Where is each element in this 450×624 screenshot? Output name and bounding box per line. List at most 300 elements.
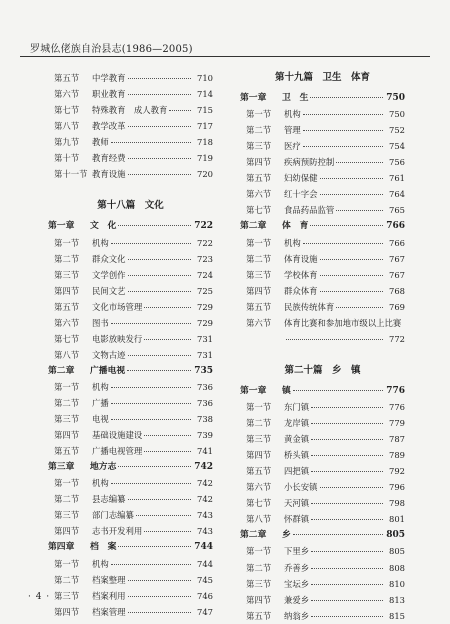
chapter-number: 第三章 <box>48 462 75 473</box>
page-ref: 729 <box>197 301 213 312</box>
page-ref: 739 <box>197 430 213 441</box>
section-number: 第七节 <box>54 333 80 344</box>
section-number: 第四节 <box>54 526 80 537</box>
section-number: 第二节 <box>54 253 80 264</box>
dot-leader <box>310 224 383 226</box>
section-title: 民间文艺 <box>92 285 126 296</box>
section-title: 疾病预防控制 <box>284 157 335 168</box>
page-ref: 735 <box>194 365 213 376</box>
toc-section-entry[interactable] <box>48 70 213 86</box>
dot-leader <box>293 533 383 535</box>
dot-leader <box>127 369 191 371</box>
page-ref: 789 <box>389 450 405 461</box>
page-ref: 752 <box>389 125 405 136</box>
dot-leader <box>336 306 383 308</box>
toc-section-entry[interactable] <box>240 186 405 202</box>
page-ref: 796 <box>389 482 405 493</box>
part-title: 第十九篇 卫生 体育 <box>274 72 370 83</box>
section-title: 特殊教育 成人教育 <box>92 105 168 116</box>
dot-leader <box>311 615 383 617</box>
section-number: 第四节 <box>246 285 272 296</box>
page-ref: 714 <box>197 89 213 100</box>
page-ref: 710 <box>197 73 213 83</box>
toc-section-entry[interactable] <box>240 479 405 495</box>
toc-section-entry[interactable] <box>48 443 213 459</box>
page-number: · 4 · <box>28 592 51 602</box>
section-title: 乔善乡 <box>284 562 310 573</box>
page-ref: 742 <box>197 478 213 489</box>
dot-leader <box>336 209 383 211</box>
page-ref: 805 <box>386 530 405 541</box>
toc-section-entry[interactable] <box>240 154 405 170</box>
section-title: 图书 <box>92 317 109 328</box>
section-number: 第四节 <box>246 157 272 168</box>
section-title: 电影放映发行 <box>92 333 143 344</box>
page-ref: 747 <box>197 606 213 617</box>
page-ref: 776 <box>386 385 405 396</box>
dot-leader <box>169 109 191 111</box>
dot-leader <box>111 386 191 388</box>
dot-leader <box>128 93 192 95</box>
chapter-number: 第二章 <box>48 365 75 376</box>
running-header-title: 罗城仫佬族自治县志(1986—2005) <box>30 44 193 55</box>
section-title: 纳翁乡 <box>284 610 310 621</box>
section-number: 第四节 <box>54 285 80 296</box>
dot-leader <box>128 77 192 79</box>
toc-section-entry[interactable] <box>48 427 213 443</box>
chapter-title: 档 案 <box>90 542 117 553</box>
toc-section-entry[interactable] <box>240 122 405 138</box>
toc-section-entry[interactable] <box>240 511 405 527</box>
toc-section-entry[interactable] <box>240 592 405 608</box>
section-title: 医疗 <box>284 141 301 152</box>
section-title: 档案管理 <box>92 606 126 617</box>
page-ref: 742 <box>197 494 213 505</box>
toc-section-entry[interactable] <box>240 399 405 415</box>
section-title: 机构 <box>92 558 109 569</box>
section-title: 教学改革 <box>92 121 126 132</box>
dot-leader <box>311 406 383 408</box>
dot-leader <box>111 242 191 244</box>
toc-section-entry[interactable] <box>48 86 213 102</box>
page-ref: 769 <box>389 301 405 312</box>
chapter-title: 镇 <box>282 385 291 396</box>
dot-leader <box>111 141 191 143</box>
section-title: 机构 <box>284 237 301 248</box>
toc-chapter-entry[interactable] <box>48 459 213 475</box>
section-title: 下里乡 <box>284 546 310 557</box>
dot-leader <box>311 454 383 456</box>
section-number: 第七节 <box>246 205 272 216</box>
section-title: 龙岸镇 <box>284 418 310 429</box>
dot-leader <box>136 514 191 516</box>
toc-section-entry[interactable] <box>48 395 213 411</box>
section-title: 群众体育 <box>284 285 318 296</box>
dot-leader <box>144 306 191 308</box>
dot-leader <box>311 438 383 440</box>
chapter-number: 第一章 <box>240 385 267 396</box>
dot-leader <box>320 274 384 276</box>
toc-section-entry[interactable] <box>240 560 405 576</box>
toc-chapter-entry[interactable] <box>240 90 405 106</box>
dot-leader <box>336 161 383 163</box>
dot-leader <box>311 599 383 601</box>
toc-section-entry[interactable] <box>48 267 213 283</box>
section-number: 第六节 <box>246 189 272 200</box>
page-ref: 745 <box>197 574 213 585</box>
dot-leader <box>118 465 191 467</box>
section-number: 第五节 <box>54 301 80 312</box>
toc-section-entry[interactable] <box>240 463 405 479</box>
toc-section-entry[interactable] <box>48 572 213 588</box>
page-ref: 754 <box>389 141 405 152</box>
page-ref: 724 <box>197 269 213 280</box>
toc-section-entry[interactable] <box>48 299 213 315</box>
toc-section-entry[interactable] <box>48 150 213 166</box>
section-title: 广播电视管理 <box>92 446 143 457</box>
section-number: 第八节 <box>54 121 80 132</box>
page-ref: 715 <box>197 105 213 116</box>
page-ref: 722 <box>197 237 213 248</box>
dot-leader <box>128 274 192 276</box>
toc-section-entry[interactable] <box>48 166 213 182</box>
chapter-number: 第四章 <box>48 542 75 553</box>
dot-leader <box>320 486 384 488</box>
toc-section-entry[interactable] <box>48 507 213 523</box>
dot-leader <box>144 434 191 436</box>
section-number: 第三节 <box>246 434 272 445</box>
page-ref: 810 <box>389 578 405 589</box>
running-header <box>30 44 430 56</box>
chapter-title: 乡 <box>282 530 291 541</box>
section-title: 教育设施 <box>92 169 126 180</box>
section-number: 第二节 <box>246 253 272 264</box>
dot-leader <box>320 258 384 260</box>
section-number: 第三节 <box>54 590 80 601</box>
toc-chapter-entry[interactable] <box>48 539 213 555</box>
section-number: 第六节 <box>246 317 272 328</box>
dot-leader <box>286 338 383 340</box>
toc-section-entry[interactable] <box>48 315 213 331</box>
toc-chapter-entry[interactable] <box>240 527 405 543</box>
toc-section-entry[interactable] <box>240 576 405 592</box>
section-number: 第四节 <box>54 606 80 617</box>
section-number: 第七节 <box>246 498 272 509</box>
page-ref: 801 <box>389 514 405 525</box>
page-ref: 767 <box>389 253 405 264</box>
dot-leader <box>310 96 383 98</box>
section-title: 管理 <box>284 125 301 136</box>
section-number: 第五节 <box>54 73 80 83</box>
dot-leader <box>111 322 191 324</box>
page-ref: 738 <box>197 414 213 425</box>
page-ref: 808 <box>389 562 405 573</box>
chapter-number: 第二章 <box>240 221 267 232</box>
page-ref: 772 <box>389 333 405 344</box>
dot-leader <box>311 422 383 424</box>
dot-leader <box>303 145 383 147</box>
section-title: 志书开发利用 <box>92 526 143 537</box>
toc-section-entry[interactable] <box>240 415 405 431</box>
page-ref: 805 <box>389 546 405 557</box>
section-number: 第五节 <box>246 610 272 621</box>
page-ref: 776 <box>389 402 405 413</box>
toc-section-entry[interactable] <box>240 251 405 267</box>
toc-section-entry[interactable] <box>240 495 405 511</box>
dot-leader <box>320 290 384 292</box>
page-ref: 722 <box>194 221 213 232</box>
toc-section-entry[interactable] <box>48 134 213 150</box>
page-ref: 744 <box>194 542 213 553</box>
toc-section-entry[interactable] <box>240 267 405 283</box>
dot-leader <box>320 177 384 179</box>
page-ref: 750 <box>389 109 405 120</box>
section-number: 第三节 <box>54 269 80 280</box>
dot-leader <box>118 224 191 226</box>
section-number: 第五节 <box>246 301 272 312</box>
section-number: 第八节 <box>54 349 80 360</box>
dot-leader <box>111 563 191 565</box>
toc-section-entry[interactable] <box>48 283 213 299</box>
section-number: 第五节 <box>246 173 272 184</box>
header-rule <box>20 56 430 57</box>
toc-section-entry[interactable] <box>240 447 405 463</box>
toc-section-entry[interactable] <box>48 411 213 427</box>
section-number: 第五节 <box>246 466 272 477</box>
page-ref: 719 <box>197 153 213 164</box>
page-ref: 743 <box>197 510 213 521</box>
toc-chapter-entry[interactable] <box>48 363 213 379</box>
page-ref: 787 <box>389 434 405 445</box>
dot-leader <box>311 583 383 585</box>
dot-leader <box>111 402 191 404</box>
page-ref: 756 <box>389 157 405 168</box>
dot-leader <box>303 129 383 131</box>
section-title: 四把镇 <box>284 466 310 477</box>
page-ref: 765 <box>389 205 405 216</box>
section-title: 文化市场管理 <box>92 301 143 312</box>
toc-section-entry[interactable] <box>48 118 213 134</box>
dot-leader <box>311 550 383 552</box>
section-title: 小长安镇 <box>284 482 318 493</box>
section-number: 第六节 <box>54 317 80 328</box>
page-ref: 768 <box>389 285 405 296</box>
section-title: 体育设施 <box>284 253 318 264</box>
wrapped-leader <box>284 331 405 347</box>
section-title: 县志编纂 <box>92 494 126 505</box>
toc-section-entry[interactable] <box>240 170 405 186</box>
section-number: 第三节 <box>246 578 272 589</box>
section-title: 体育比赛和参加地市级以上比赛 <box>284 317 402 328</box>
chapter-number: 第一章 <box>48 221 75 232</box>
chapter-title: 文 化 <box>90 221 117 232</box>
toc-section-entry[interactable] <box>48 491 213 507</box>
dot-leader <box>144 338 191 340</box>
section-title: 机构 <box>92 478 109 489</box>
dot-leader <box>320 193 384 195</box>
section-number: 第二节 <box>246 418 272 429</box>
section-title: 电视 <box>92 414 109 425</box>
toc-chapter-entry[interactable] <box>240 218 405 234</box>
section-title: 妇幼保健 <box>284 173 318 184</box>
page-ref: 766 <box>386 221 405 232</box>
section-title: 天河镇 <box>284 498 310 509</box>
toc-section-entry[interactable] <box>48 588 213 604</box>
page-ref: 779 <box>389 418 405 429</box>
chapter-title: 卫 生 <box>282 93 309 104</box>
page-ref: 746 <box>197 590 213 601</box>
section-number: 第十一节 <box>54 169 88 180</box>
dot-leader <box>311 518 383 520</box>
page-ref: 743 <box>197 526 213 537</box>
page-ref: 766 <box>389 237 405 248</box>
page-ref: 744 <box>197 558 213 569</box>
toc-section-entry[interactable] <box>48 251 213 267</box>
chapter-number: 第二章 <box>240 530 267 541</box>
dot-leader <box>128 125 192 127</box>
toc-section-entry[interactable] <box>240 431 405 447</box>
dot-leader <box>111 482 191 484</box>
chapter-number: 第一章 <box>240 93 267 104</box>
section-number: 第四节 <box>246 450 272 461</box>
section-number: 第三节 <box>54 414 80 425</box>
dot-leader <box>128 595 192 597</box>
toc-section-entry[interactable] <box>240 202 405 218</box>
page-ref: 729 <box>197 317 213 328</box>
dot-leader <box>128 498 192 500</box>
section-number: 第三节 <box>54 510 80 521</box>
section-title: 学校体育 <box>284 269 318 280</box>
toc-section-entry[interactable] <box>48 475 213 491</box>
section-title: 桥头镇 <box>284 450 310 461</box>
page-ref: 731 <box>197 333 213 344</box>
toc-section-entry[interactable] <box>240 235 405 251</box>
dot-leader <box>118 545 191 547</box>
section-number: 第一节 <box>54 558 80 569</box>
page-ref: 718 <box>197 137 213 148</box>
dot-leader <box>144 450 191 452</box>
section-title: 档案利用 <box>92 590 126 601</box>
toc-section-entry[interactable] <box>240 315 405 347</box>
dot-leader <box>128 579 192 581</box>
page-ref: 741 <box>197 446 213 457</box>
section-title: 黄金镇 <box>284 434 310 445</box>
chapter-title: 地方志 <box>90 462 117 473</box>
section-title: 食品药品监管 <box>284 205 335 216</box>
toc-section-entry[interactable] <box>48 102 213 118</box>
toc-section-entry[interactable] <box>48 556 213 572</box>
page-ref: 723 <box>197 253 213 264</box>
section-title: 文学创作 <box>92 269 126 280</box>
toc-section-entry[interactable] <box>48 331 213 347</box>
section-number: 第一节 <box>246 109 272 120</box>
section-number: 第一节 <box>54 381 80 392</box>
section-number: 第三节 <box>246 269 272 280</box>
section-title: 宝坛乡 <box>284 578 310 589</box>
page-ref: 750 <box>386 93 405 104</box>
dot-leader <box>128 173 192 175</box>
section-title: 部门志编纂 <box>92 510 134 521</box>
section-number: 第三节 <box>246 141 272 152</box>
dot-leader <box>111 418 191 420</box>
section-number: 第九节 <box>54 137 80 148</box>
toc-section-entry[interactable] <box>48 235 213 251</box>
dot-leader <box>128 157 192 159</box>
dot-leader <box>293 389 383 391</box>
page-ref: 813 <box>389 594 405 605</box>
part-title: 第十八篇 文化 <box>97 200 164 212</box>
dot-leader <box>303 113 383 115</box>
page-ref: 736 <box>197 381 213 392</box>
section-title: 教育经费 <box>92 153 126 164</box>
section-number: 第二节 <box>54 494 80 505</box>
page-ref: 798 <box>389 498 405 509</box>
section-number: 第二节 <box>246 562 272 573</box>
toc-section-entry[interactable] <box>240 283 405 299</box>
section-number: 第一节 <box>54 478 80 489</box>
page-ref: 761 <box>389 173 405 184</box>
section-title: 机构 <box>284 109 301 120</box>
section-number: 第一节 <box>246 546 272 557</box>
page-ref: 731 <box>197 349 213 360</box>
section-title: 文物古迹 <box>92 349 126 360</box>
section-title: 兼爱乡 <box>284 594 310 605</box>
section-number: 第二节 <box>54 574 80 585</box>
toc-section-entry[interactable] <box>240 608 405 624</box>
toc-chapter-entry[interactable] <box>48 218 213 234</box>
toc-section-entry[interactable] <box>48 347 213 363</box>
toc-section-entry[interactable] <box>240 106 405 122</box>
dot-leader <box>311 470 383 472</box>
dot-leader <box>128 354 192 356</box>
page-ref: 742 <box>194 462 213 473</box>
dot-leader <box>128 290 192 292</box>
section-title: 红十字会 <box>284 189 318 200</box>
toc-section-entry[interactable] <box>240 543 405 559</box>
toc-section-entry[interactable] <box>240 138 405 154</box>
section-title: 职业教育 <box>92 89 126 100</box>
section-title: 基础设施建设 <box>92 430 143 441</box>
dot-leader <box>311 502 383 504</box>
section-title: 怀群镇 <box>284 514 310 525</box>
section-number: 第二节 <box>54 398 80 408</box>
section-number: 第六节 <box>54 89 80 100</box>
section-number: 第八节 <box>246 514 272 525</box>
section-title: 教师 <box>92 137 109 148</box>
toc-section-entry[interactable] <box>48 523 213 539</box>
section-title: 机构 <box>92 237 109 248</box>
toc-chapter-entry[interactable] <box>240 383 405 399</box>
toc-section-entry[interactable] <box>48 604 213 620</box>
section-number: 第四节 <box>246 594 272 605</box>
chapter-title: 广播电视 <box>90 365 126 376</box>
section-title: 广播 <box>92 398 109 408</box>
section-number: 第一节 <box>54 237 80 248</box>
page-ref: 720 <box>197 169 213 180</box>
section-number: 第四节 <box>54 430 80 441</box>
page-ref: 764 <box>389 189 405 200</box>
toc-section-entry[interactable] <box>240 299 405 315</box>
section-number: 第七节 <box>54 105 80 116</box>
dot-leader <box>303 242 383 244</box>
page-ref: 767 <box>389 269 405 280</box>
page-ref: 717 <box>197 121 213 132</box>
section-title: 机构 <box>92 381 109 392</box>
dot-leader <box>128 258 192 260</box>
section-title: 群众文化 <box>92 253 126 264</box>
toc-section-entry[interactable] <box>48 379 213 395</box>
section-number: 第一节 <box>246 402 272 413</box>
